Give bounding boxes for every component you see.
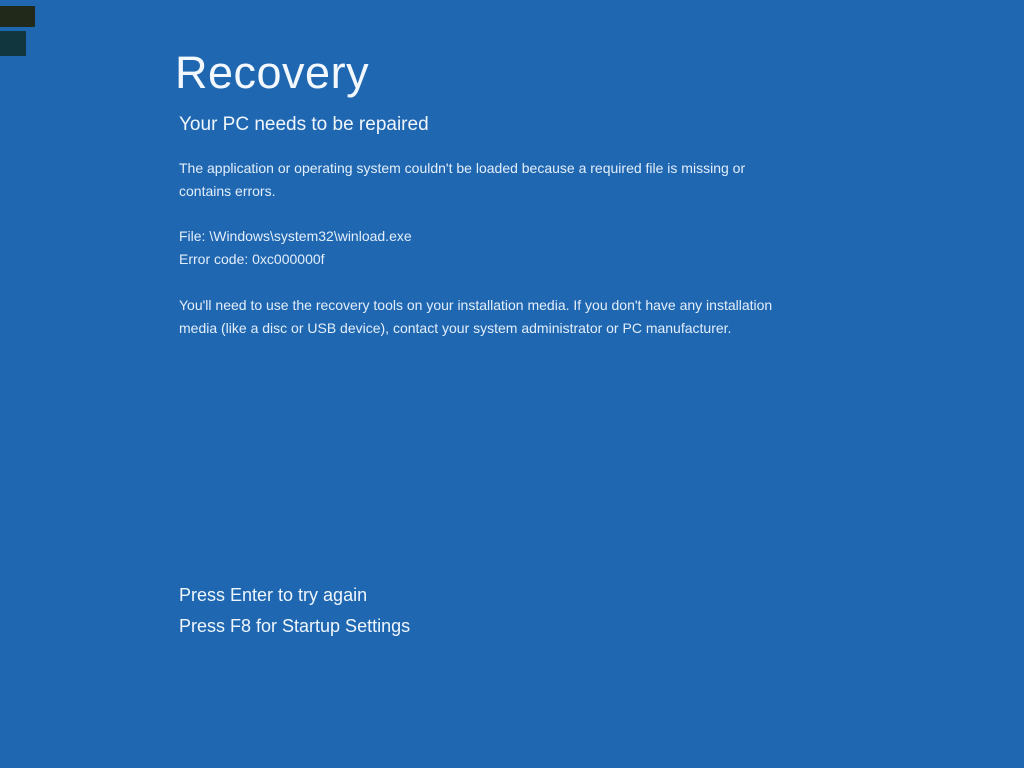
recovery-instructions <box>179 294 772 340</box>
key-action-hints <box>179 580 410 642</box>
subtitle: Your PC needs to be repaired <box>179 114 429 135</box>
recovery-instructions-line-2: media (like a disc or USB device), contact your system administrator or PC manufacturer. <box>179 320 732 336</box>
error-details <box>179 225 412 271</box>
screen-corruption-artifact-1 <box>0 6 35 27</box>
error-message <box>179 157 745 203</box>
error-message-line-2: contains errors. <box>179 183 276 199</box>
file-path: File: \Windows\system32\winload.exe <box>179 228 412 244</box>
screen-corruption-artifact-2 <box>0 31 26 56</box>
press-enter-hint: Press Enter to try again <box>179 585 368 605</box>
page-title: Recovery <box>175 47 370 98</box>
error-message-line-1: The application or operating system couldn't be loaded because a required file is missing or <box>179 160 746 176</box>
recovery-instructions-line-1: You'll need to use the recovery tools on your installation media. If you don't have any installation <box>179 297 773 313</box>
error-code: Error code: 0xc000000f <box>179 251 325 267</box>
press-f8-hint: Press F8 for Startup Settings <box>179 616 411 636</box>
